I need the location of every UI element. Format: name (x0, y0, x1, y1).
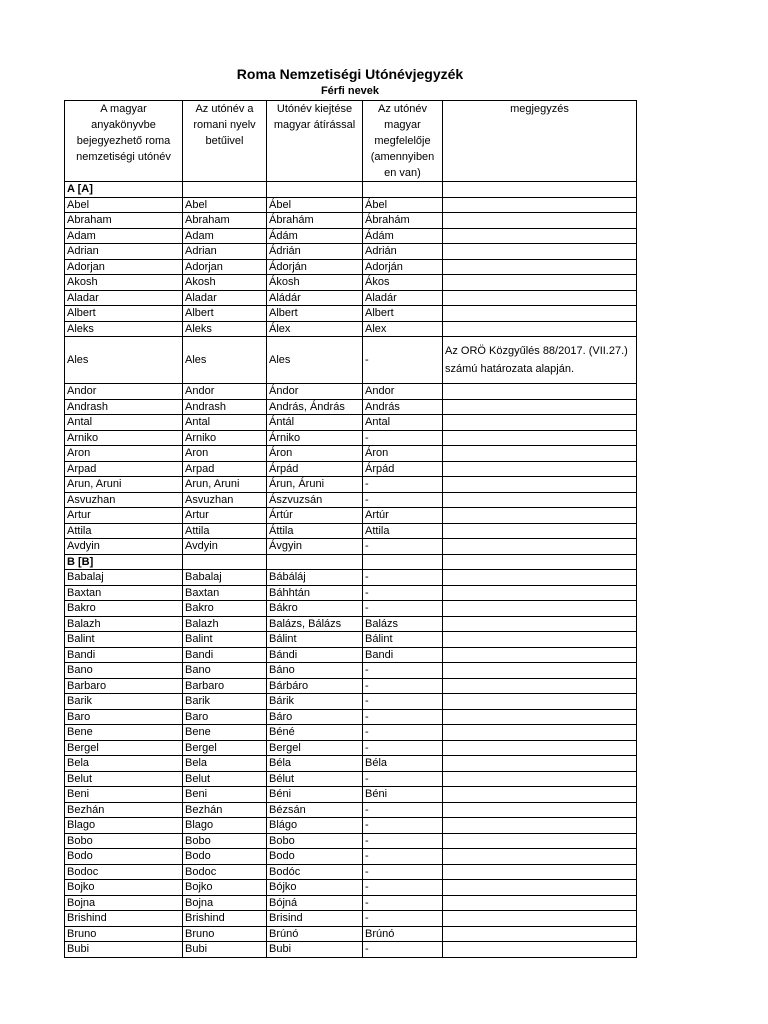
equivalent-cell: Andor (363, 384, 443, 400)
name-cell: B [B] (65, 554, 183, 570)
equivalent-cell: Adrián (363, 244, 443, 260)
names-table (64, 100, 637, 958)
romani-cell: Bene (183, 725, 267, 741)
equivalent-cell: - (363, 585, 443, 601)
romani-cell: Bergel (183, 740, 267, 756)
equivalent-cell: Béla (363, 756, 443, 772)
remark-cell (443, 539, 637, 555)
table-row (65, 399, 637, 415)
equivalent-cell: András (363, 399, 443, 415)
romani-cell: Abraham (183, 213, 267, 229)
remark-cell (443, 616, 637, 632)
remark-cell (443, 446, 637, 462)
name-cell: Bano (65, 663, 183, 679)
romani-cell: Ales (183, 337, 267, 384)
romani-cell: Bojko (183, 880, 267, 896)
equivalent-cell: - (363, 833, 443, 849)
table-row (65, 601, 637, 617)
table-row (65, 197, 637, 213)
pronunciation-cell: Ávgyin (267, 539, 363, 555)
remark-cell (443, 508, 637, 524)
remark-cell (443, 849, 637, 865)
remark-cell (443, 864, 637, 880)
table-row (65, 818, 637, 834)
name-cell: Adorjan (65, 259, 183, 275)
name-cell: Asvuzhan (65, 492, 183, 508)
pronunciation-cell: Bábáláj (267, 570, 363, 586)
equivalent-cell: Árpád (363, 461, 443, 477)
name-cell: Bergel (65, 740, 183, 756)
romani-cell: Bandi (183, 647, 267, 663)
remark-cell (443, 415, 637, 431)
equivalent-cell: - (363, 694, 443, 710)
table-row (65, 725, 637, 741)
pronunciation-cell: Árpád (267, 461, 363, 477)
pronunciation-cell: Blágo (267, 818, 363, 834)
equivalent-cell: Bálint (363, 632, 443, 648)
pronunciation-cell: Bergel (267, 740, 363, 756)
pronunciation-cell: Áron (267, 446, 363, 462)
remark-cell (443, 290, 637, 306)
romani-cell: Artur (183, 508, 267, 524)
remark-cell (443, 694, 637, 710)
remark-cell (443, 399, 637, 415)
romani-cell: Beni (183, 787, 267, 803)
pronunciation-cell: Aládár (267, 290, 363, 306)
remark-cell (443, 585, 637, 601)
pronunciation-cell: Ándor (267, 384, 363, 400)
name-cell: Bobo (65, 833, 183, 849)
name-cell: Balint (65, 632, 183, 648)
equivalent-cell: - (363, 849, 443, 865)
pronunciation-cell: Bójná (267, 895, 363, 911)
table-row (65, 849, 637, 865)
equivalent-cell: - (363, 337, 443, 384)
remark-cell (443, 197, 637, 213)
table-row (65, 663, 637, 679)
remark-cell (443, 570, 637, 586)
equivalent-cell: - (363, 802, 443, 818)
pronunciation-cell: Brúnó (267, 926, 363, 942)
romani-cell: Attila (183, 523, 267, 539)
name-cell: Barbaro (65, 678, 183, 694)
equivalent-cell: - (363, 818, 443, 834)
equivalent-cell: - (363, 601, 443, 617)
pronunciation-cell: Ákosh (267, 275, 363, 291)
romani-cell: Bobo (183, 833, 267, 849)
remark-cell (443, 678, 637, 694)
remark-cell (443, 647, 637, 663)
name-cell: Andrash (65, 399, 183, 415)
table-row (65, 864, 637, 880)
table-row (65, 694, 637, 710)
name-cell: Aron (65, 446, 183, 462)
remark-cell (443, 740, 637, 756)
romani-cell: Akosh (183, 275, 267, 291)
pronunciation-cell: Bodo (267, 849, 363, 865)
name-cell: Abel (65, 197, 183, 213)
remark-cell (443, 802, 637, 818)
romani-cell: Balazh (183, 616, 267, 632)
pronunciation-cell: Ádorján (267, 259, 363, 275)
name-cell: Barik (65, 694, 183, 710)
name-cell: Ales (65, 337, 183, 384)
table-row (65, 880, 637, 896)
table-row (65, 678, 637, 694)
table-row (65, 570, 637, 586)
romani-cell (183, 182, 267, 198)
equivalent-cell: - (363, 492, 443, 508)
table-row (65, 244, 637, 260)
romani-cell: Babalaj (183, 570, 267, 586)
name-cell: Artur (65, 508, 183, 524)
romani-cell: Aron (183, 446, 267, 462)
table-row (65, 895, 637, 911)
name-cell: Bodo (65, 849, 183, 865)
romani-cell: Bela (183, 756, 267, 772)
name-cell: Bubi (65, 942, 183, 958)
pronunciation-cell: Ászvuzsán (267, 492, 363, 508)
pronunciation-cell: Béni (267, 787, 363, 803)
romani-cell: Barbaro (183, 678, 267, 694)
pronunciation-cell: Álex (267, 321, 363, 337)
pronunciation-cell: Bákro (267, 601, 363, 617)
remark-cell (443, 213, 637, 229)
table-row (65, 942, 637, 958)
equivalent-cell: Ábel (363, 197, 443, 213)
equivalent-cell: Artúr (363, 508, 443, 524)
table-row (65, 306, 637, 322)
pronunciation-cell: Bézsán (267, 802, 363, 818)
name-cell: Attila (65, 523, 183, 539)
pronunciation-cell: Árun, Áruni (267, 477, 363, 493)
pronunciation-cell: Bójko (267, 880, 363, 896)
pronunciation-cell: Bubi (267, 942, 363, 958)
remark-cell (443, 787, 637, 803)
document-subtitle: Férfi nevek (320, 85, 380, 97)
equivalent-cell: Balázs (363, 616, 443, 632)
name-cell: Baro (65, 709, 183, 725)
table-row (65, 430, 637, 446)
table-row (65, 539, 637, 555)
romani-cell: Belut (183, 771, 267, 787)
name-cell: Aladar (65, 290, 183, 306)
table-row (65, 461, 637, 477)
equivalent-cell (363, 554, 443, 570)
pronunciation-cell: Ábel (267, 197, 363, 213)
pronunciation-cell: Bélut (267, 771, 363, 787)
pronunciation-cell: Béné (267, 725, 363, 741)
table-row (65, 213, 637, 229)
header-row (65, 101, 637, 182)
header-registrable-name: A magyar anyakönyvbe bejegyezhető roma nemzetiségi utónév (65, 101, 183, 182)
pronunciation-cell: Ántál (267, 415, 363, 431)
remark-cell (443, 523, 637, 539)
romani-cell: Andrash (183, 399, 267, 415)
pronunciation-cell: Bodóc (267, 864, 363, 880)
table-body (65, 182, 637, 958)
romani-cell: Bojna (183, 895, 267, 911)
pronunciation-cell: Áttila (267, 523, 363, 539)
pronunciation-cell: Béla (267, 756, 363, 772)
name-cell: Adrian (65, 244, 183, 260)
remark-cell (443, 306, 637, 322)
header-hungarian-equivalent: Az utónév magyar megfelelője (amennyiben en van) (363, 101, 443, 182)
remark-cell (443, 321, 637, 337)
table-row (65, 740, 637, 756)
name-cell: Babalaj (65, 570, 183, 586)
equivalent-cell: Adorján (363, 259, 443, 275)
table-row (65, 911, 637, 927)
romani-cell: Aladar (183, 290, 267, 306)
name-cell: Abraham (65, 213, 183, 229)
remark-cell (443, 709, 637, 725)
name-cell: Arniko (65, 430, 183, 446)
table-row (65, 508, 637, 524)
header-romani-spelling: Az utónév a romani nyelv betűivel (183, 101, 267, 182)
remark-cell (443, 275, 637, 291)
remark-cell (443, 477, 637, 493)
remark-cell (443, 725, 637, 741)
document-title: Roma Nemzetiségi Utónévjegyzék (236, 66, 464, 82)
romani-cell: Arniko (183, 430, 267, 446)
romani-cell: Bubi (183, 942, 267, 958)
pronunciation-cell: Ádám (267, 228, 363, 244)
equivalent-cell: - (363, 663, 443, 679)
table-row (65, 926, 637, 942)
remark-cell (443, 492, 637, 508)
pronunciation-cell: Bárik (267, 694, 363, 710)
table-row (65, 290, 637, 306)
romani-cell: Abel (183, 197, 267, 213)
remark-cell (443, 632, 637, 648)
romani-cell: Bezhán (183, 802, 267, 818)
table-row (65, 492, 637, 508)
romani-cell: Balint (183, 632, 267, 648)
equivalent-cell (363, 182, 443, 198)
remark-cell (443, 182, 637, 198)
romani-cell: Bruno (183, 926, 267, 942)
name-cell: Beni (65, 787, 183, 803)
remark-cell (443, 244, 637, 260)
equivalent-cell: Attila (363, 523, 443, 539)
pronunciation-cell: Árniko (267, 430, 363, 446)
pronunciation-cell: Brisind (267, 911, 363, 927)
table-row (65, 787, 637, 803)
table-row (65, 585, 637, 601)
equivalent-cell: Ádám (363, 228, 443, 244)
remark-cell (443, 461, 637, 477)
equivalent-cell: - (363, 942, 443, 958)
table-row (65, 647, 637, 663)
name-cell: A [A] (65, 182, 183, 198)
pronunciation-cell: Bálint (267, 632, 363, 648)
romani-cell: Adorjan (183, 259, 267, 275)
remark-cell (443, 771, 637, 787)
name-cell: Bakro (65, 601, 183, 617)
table-row (65, 415, 637, 431)
remark-cell (443, 384, 637, 400)
romani-cell: Bodoc (183, 864, 267, 880)
table-row (65, 616, 637, 632)
letter-section-row (65, 554, 637, 570)
name-cell: Bandi (65, 647, 183, 663)
name-cell: Brishind (65, 911, 183, 927)
remark-cell (443, 663, 637, 679)
name-cell: Andor (65, 384, 183, 400)
remark-cell (443, 259, 637, 275)
pronunciation-cell: Ártúr (267, 508, 363, 524)
romani-cell: Andor (183, 384, 267, 400)
romani-cell: Asvuzhan (183, 492, 267, 508)
table-row (65, 523, 637, 539)
pronunciation-cell: Bándi (267, 647, 363, 663)
remark-cell (443, 818, 637, 834)
equivalent-cell: - (363, 880, 443, 896)
remark-cell (443, 430, 637, 446)
pronunciation-cell: Albert (267, 306, 363, 322)
equivalent-cell: Antal (363, 415, 443, 431)
name-cell: Bela (65, 756, 183, 772)
name-cell: Bene (65, 725, 183, 741)
equivalent-cell: - (363, 895, 443, 911)
equivalent-cell: Aladár (363, 290, 443, 306)
name-cell: Belut (65, 771, 183, 787)
romani-cell: Avdyin (183, 539, 267, 555)
letter-section-row (65, 182, 637, 198)
equivalent-cell: - (363, 477, 443, 493)
equivalent-cell: Áron (363, 446, 443, 462)
remark-cell (443, 601, 637, 617)
name-cell: Adam (65, 228, 183, 244)
equivalent-cell: Albert (363, 306, 443, 322)
equivalent-cell: Béni (363, 787, 443, 803)
remark-cell (443, 911, 637, 927)
equivalent-cell: - (363, 864, 443, 880)
remark-cell (443, 926, 637, 942)
name-cell: Bodoc (65, 864, 183, 880)
table-row (65, 321, 637, 337)
table-row (65, 228, 637, 244)
name-cell: Balazh (65, 616, 183, 632)
romani-cell: Blago (183, 818, 267, 834)
name-cell: Baxtan (65, 585, 183, 601)
remark-cell (443, 880, 637, 896)
pronunciation-cell: András, Ándrás (267, 399, 363, 415)
romani-cell: Barik (183, 694, 267, 710)
name-cell: Antal (65, 415, 183, 431)
equivalent-cell: Bandi (363, 647, 443, 663)
romani-cell: Adrian (183, 244, 267, 260)
equivalent-cell: - (363, 911, 443, 927)
romani-cell: Adam (183, 228, 267, 244)
table-row (65, 384, 637, 400)
table-row (65, 771, 637, 787)
romani-cell: Bano (183, 663, 267, 679)
equivalent-cell: - (363, 678, 443, 694)
name-cell: Bruno (65, 926, 183, 942)
pronunciation-cell: Bárbáro (267, 678, 363, 694)
table-row (65, 259, 637, 275)
name-cell: Arun, Aruni (65, 477, 183, 493)
equivalent-cell: - (363, 740, 443, 756)
equivalent-cell: - (363, 725, 443, 741)
name-cell: Avdyin (65, 539, 183, 555)
table-row (65, 477, 637, 493)
romani-cell (183, 554, 267, 570)
romani-cell: Bodo (183, 849, 267, 865)
romani-cell: Bakro (183, 601, 267, 617)
romani-cell: Albert (183, 306, 267, 322)
header-hungarian-pronunciation: Utónév kiejtése magyar átírással (267, 101, 363, 182)
table-row (65, 275, 637, 291)
table-row (65, 337, 637, 384)
name-cell: Blago (65, 818, 183, 834)
remark-cell (443, 228, 637, 244)
pronunciation-cell (267, 554, 363, 570)
equivalent-cell: Brúnó (363, 926, 443, 942)
romani-cell: Aleks (183, 321, 267, 337)
pronunciation-cell (267, 182, 363, 198)
romani-cell: Arun, Aruni (183, 477, 267, 493)
equivalent-cell: - (363, 539, 443, 555)
romani-cell: Baxtan (183, 585, 267, 601)
remark-cell (443, 895, 637, 911)
name-cell: Akosh (65, 275, 183, 291)
pronunciation-cell: Bobo (267, 833, 363, 849)
equivalent-cell: Alex (363, 321, 443, 337)
table-row (65, 756, 637, 772)
equivalent-cell: - (363, 709, 443, 725)
equivalent-cell: Ábrahám (363, 213, 443, 229)
table-row (65, 833, 637, 849)
romani-cell: Arpad (183, 461, 267, 477)
table-row (65, 709, 637, 725)
remark-cell (443, 554, 637, 570)
pronunciation-cell: Ales (267, 337, 363, 384)
remark-cell (443, 756, 637, 772)
table-row (65, 446, 637, 462)
equivalent-cell: Ákos (363, 275, 443, 291)
romani-cell: Brishind (183, 911, 267, 927)
pronunciation-cell: Ádrián (267, 244, 363, 260)
pronunciation-cell: Balázs, Bálázs (267, 616, 363, 632)
pronunciation-cell: Báro (267, 709, 363, 725)
pronunciation-cell: Báno (267, 663, 363, 679)
pronunciation-cell: Ábrahám (267, 213, 363, 229)
name-cell: Bezhán (65, 802, 183, 818)
romani-cell: Baro (183, 709, 267, 725)
name-cell: Albert (65, 306, 183, 322)
header-remark: megjegyzés (443, 101, 637, 182)
name-cell: Bojko (65, 880, 183, 896)
remark-cell (443, 942, 637, 958)
pronunciation-cell: Báhhtán (267, 585, 363, 601)
equivalent-cell: - (363, 570, 443, 586)
equivalent-cell: - (363, 430, 443, 446)
name-cell: Arpad (65, 461, 183, 477)
table-row (65, 802, 637, 818)
romani-cell: Antal (183, 415, 267, 431)
name-cell: Bojna (65, 895, 183, 911)
table-row (65, 632, 637, 648)
equivalent-cell: - (363, 771, 443, 787)
name-cell: Aleks (65, 321, 183, 337)
remark-cell: Az ORÖ Közgyűlés 88/2017. (VII.27.) számú határozata alapján. (443, 337, 637, 384)
remark-cell (443, 833, 637, 849)
